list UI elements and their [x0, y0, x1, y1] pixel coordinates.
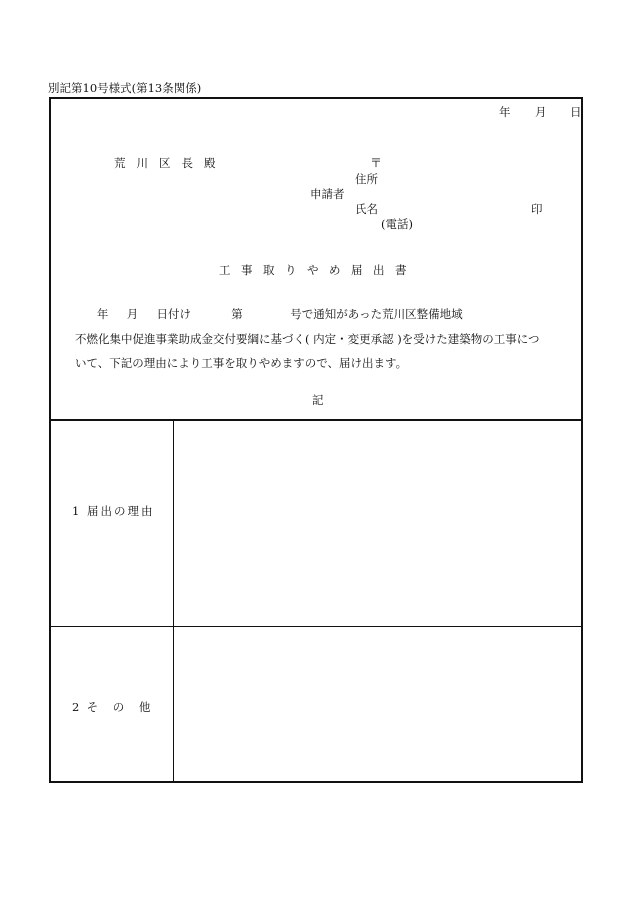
- date-month-label: 月: [535, 105, 547, 119]
- phone-label: (電話): [381, 217, 413, 231]
- seal-label: 印: [531, 202, 543, 216]
- date-year-label: 年: [499, 105, 511, 119]
- form-number-label: 別記第10号様式(第13条関係): [48, 81, 202, 95]
- body-text-line: いて、下記の理由により工事を取りやめますので、届け出ます。: [75, 356, 408, 370]
- other-row-label: 2 そ の 他: [72, 700, 151, 714]
- reason-field[interactable]: [174, 421, 581, 625]
- address-label: 住所: [355, 172, 378, 186]
- applicant-label: 申請者: [310, 187, 345, 201]
- other-field[interactable]: [174, 627, 581, 782]
- body-text-line: 年 月 日付け 第 号で通知があった荒川区整備地域: [75, 307, 463, 321]
- reason-row-label: 1 届出の理由: [72, 504, 155, 518]
- ki-heading: 記: [312, 393, 324, 407]
- addressee: 荒川区長殿: [114, 156, 227, 170]
- document-title: 工事取りやめ届出書: [219, 263, 417, 277]
- postal-mark-icon: 〒: [370, 156, 383, 170]
- body-text-line: 不燃化集中促進事業助成金交付要綱に基づく( 内定・変更承認 )を受けた建築物の工事につ: [75, 332, 540, 346]
- date-day-label: 日: [570, 105, 582, 119]
- name-label: 氏名: [355, 202, 378, 216]
